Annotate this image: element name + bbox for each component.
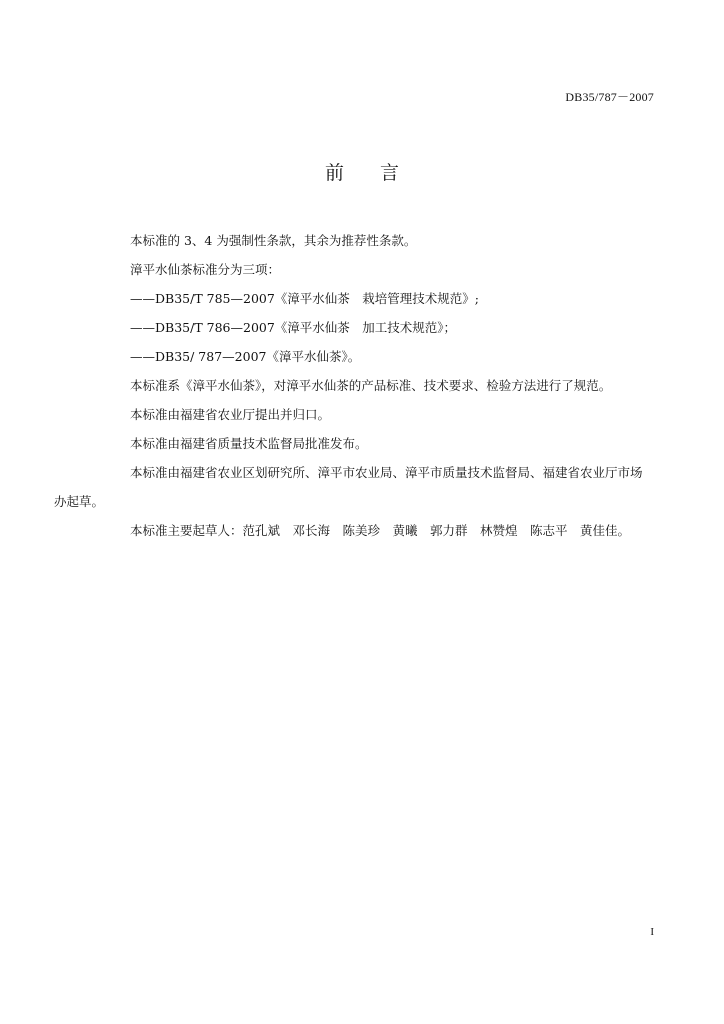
- paragraph-approved-by: 本标准由福建省质量技术监督局批准发布。: [130, 436, 368, 451]
- paragraph-drafting-units: [54, 458, 665, 516]
- list-item-standard-785: ——DB35/T 785—2007《漳平水仙茶 栽培管理技术规范》;: [130, 291, 480, 306]
- list-item-standard-787: ——DB35/ 787—2007《漳平水仙茶》。: [130, 349, 361, 364]
- list-item-standard-786: ——DB35/T 786—2007《漳平水仙茶 加工技术规范》；: [130, 320, 457, 335]
- drafting-units-line2: 办起草。: [54, 494, 105, 509]
- document-code: DB35/787－2007: [565, 90, 654, 104]
- drafting-units-line1: 本标准由福建省农业区划研究所、漳平市农业局、漳平市质量技术监督局、福建省农业厅市场: [130, 465, 643, 480]
- foreword-body: [54, 226, 665, 545]
- page-title: 前言: [324, 162, 435, 184]
- paragraph-mandatory-clauses: 本标准的 3、4 为强制性条款，其余为推荐性条款。: [130, 233, 417, 248]
- page-number: I: [650, 926, 654, 938]
- paragraph-scope: 本标准系《漳平水仙茶》，对漳平水仙茶的产品标准、技术要求、检验方法进行了规范。: [130, 378, 612, 393]
- paragraph-standard-parts-intro: 漳平水仙茶标准分为三项：: [130, 262, 281, 277]
- paragraph-drafters: 本标准主要起草人：范孔斌 邓长海 陈美珍 黄曦 郭力群 林赞煌 陈志平 黄佳佳。: [130, 523, 631, 538]
- paragraph-proposed-by: 本标准由福建省农业厅提出并归口。: [130, 407, 331, 422]
